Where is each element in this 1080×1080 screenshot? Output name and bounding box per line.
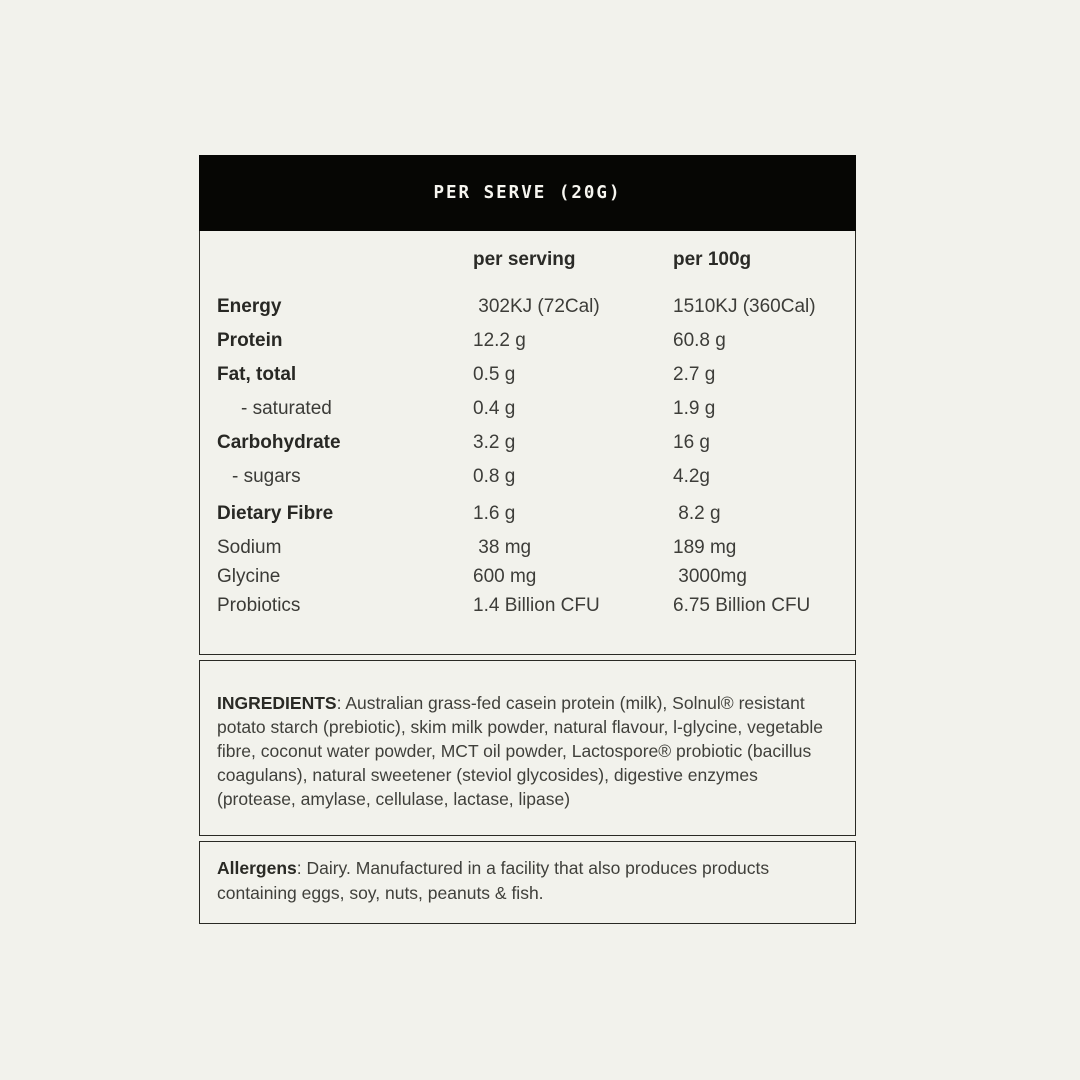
panel-title: PER SERVE (20G) [433,183,622,203]
panel-header [199,155,856,231]
value-per-serving: 600 mg [473,565,537,587]
allergens-text [217,856,836,906]
nutrient-label: Energy [217,296,282,317]
ingredients-body: : Australian grass-fed casein protein (milk), Solnul® resistant potato starch (prebiotic), skim milk powder, natural flavour, l-glycine, vegetable fibre, coconut water powder, MCT oil powder, Lactospore® probiotic (bacillus coagulans), natural sweetener (steviol glycosides), digestive enzymes (protease, amylase, cellulase, lactase, lipase) [217,693,823,809]
value-per-serving: 12.2 g [473,330,526,351]
nutrient-label: Carbohydrate [217,432,341,453]
value-per-100g: 3000mg [673,565,747,587]
value-per-100g: 8.2 g [673,503,721,524]
value-per-100g: 60.8 g [673,330,726,351]
nutrient-label: Fat, total [217,364,297,385]
value-per-100g: 1.9 g [673,398,716,419]
nutrient-label: Dietary Fibre [217,503,334,524]
value-per-100g: 2.7 g [673,364,716,385]
value-per-100g: 4.2g [673,466,710,487]
value-per-serving: 302KJ (72Cal) [473,296,600,317]
nutrient-label: - saturated [241,398,332,419]
table-row-energy [217,290,841,324]
value-per-100g: 6.75 Billion CFU [673,594,811,616]
ingredients-text [217,691,836,811]
value-per-serving: 0.4 g [473,398,516,419]
table-row-dietary-fibre [217,497,841,531]
value-per-serving: 0.5 g [473,364,516,385]
table-header-row [217,249,841,271]
nutrition-table [199,231,856,655]
ingredients-section [199,660,856,836]
table-row-carbohydrate [217,426,841,460]
allergens-body: : Dairy. Manufactured in a facility that also produces products containing eggs, soy, nuts, peanuts & fish. [217,858,770,903]
table-row-protein [217,324,841,358]
nutrient-label: Probiotics [217,594,301,616]
table-row-probiotics [217,591,841,620]
table-row-sodium [217,533,841,562]
table-row-sugars [217,460,841,494]
table-row-fat-total [217,358,841,392]
column-header-per-serving: per serving [473,249,576,270]
nutrient-label: Protein [217,330,283,351]
nutrient-label: - sugars [232,466,301,487]
nutrition-panel [199,155,856,924]
value-per-serving: 1.6 g [473,503,516,524]
value-per-serving: 1.4 Billion CFU [473,594,600,616]
allergens-section [199,841,856,924]
value-per-serving: 3.2 g [473,432,516,453]
allergens-heading: Allergens [217,858,297,878]
value-per-100g: 189 mg [673,536,737,558]
nutrient-label: Glycine [217,565,281,587]
column-header-per-100g: per 100g [673,249,752,270]
table-row-glycine [217,562,841,591]
ingredients-heading: INGREDIENTS [217,693,337,713]
table-row-saturated [217,392,841,426]
nutrient-label: Sodium [217,536,282,558]
value-per-serving: 0.8 g [473,466,516,487]
value-per-100g: 1510KJ (360Cal) [673,296,816,317]
value-per-serving: 38 mg [473,536,532,558]
value-per-100g: 16 g [673,432,710,453]
